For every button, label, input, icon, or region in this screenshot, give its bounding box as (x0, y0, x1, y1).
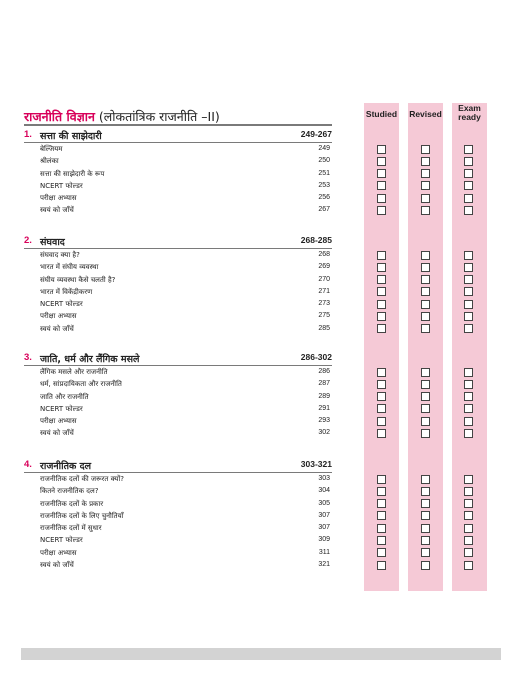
topic-label: NCERT फोल्डर (40, 536, 83, 545)
exam-ready-checkbox[interactable] (464, 368, 473, 377)
topic-label: श्रीलंका (40, 157, 59, 166)
studied-header: Studied (365, 109, 398, 119)
topic-page-number: 250 (318, 157, 330, 165)
revised-checkbox[interactable] (421, 287, 430, 296)
exam-ready-checkbox[interactable] (464, 380, 473, 389)
topic-page-number: 275 (318, 312, 330, 320)
topic-label: संघीय व्यवस्था कैसे चलती है? (40, 275, 116, 284)
exam-ready-header-line1: Exam (458, 103, 481, 113)
topic-page-number: 285 (318, 324, 330, 332)
revised-checkbox[interactable] (421, 263, 430, 272)
studied-checkbox[interactable] (377, 561, 386, 570)
section-number: 4. (24, 459, 32, 470)
topic-row (24, 155, 332, 167)
topic-label: कितने राजनीतिक दल? (40, 487, 99, 496)
exam-ready-checkbox[interactable] (464, 487, 473, 496)
studied-checkbox[interactable] (377, 499, 386, 508)
exam-ready-checkbox[interactable] (464, 263, 473, 272)
studied-checkbox[interactable] (377, 417, 386, 426)
exam-ready-checkbox[interactable] (464, 275, 473, 284)
section-title: राजनीतिक दल (40, 461, 92, 472)
revised-checkbox[interactable] (421, 536, 430, 545)
topic-label: परीक्षा अभ्यास (40, 194, 77, 203)
exam-ready-header (449, 104, 490, 122)
studied-checkbox[interactable] (377, 511, 386, 520)
studied-checkbox[interactable] (377, 536, 386, 545)
topic-label: स्वयं को जाँचें (40, 429, 74, 438)
section-page-range: 249-267 (300, 129, 332, 139)
exam-ready-checkbox[interactable] (464, 169, 473, 178)
exam-ready-checkbox[interactable] (464, 499, 473, 508)
topic-row (24, 286, 332, 298)
topic-row (24, 522, 332, 534)
page-title (24, 108, 220, 125)
exam-ready-header-line2: ready (458, 112, 481, 122)
revised-checkbox[interactable] (421, 169, 430, 178)
topic-row (24, 204, 332, 216)
exam-ready-checkbox[interactable] (464, 157, 473, 166)
topic-row (24, 498, 332, 510)
section-heading (24, 234, 332, 248)
topic-label: सत्ता की साझेदारी के रूप (40, 169, 105, 178)
page-title-main: राजनीति विज्ञान (24, 109, 95, 124)
topic-label: बेल्जियम (40, 145, 63, 153)
topic-label: राजनीतिक दलों के लिए चुनौतियाँ (40, 511, 124, 520)
topic-label: परीक्षा अभ्यास (40, 548, 77, 557)
revised-checkbox[interactable] (421, 561, 430, 570)
topic-label: राजनीतिक दलों की जरूरत क्यों? (40, 475, 124, 483)
topic-label: धर्म, सांप्रदायिकता और राजनीति (40, 380, 122, 389)
topic-row (24, 249, 332, 261)
topic-page-number: 293 (318, 417, 330, 425)
topic-label: NCERT फोल्डर (40, 404, 83, 413)
topic-page-number: 270 (318, 275, 330, 283)
topic-row (24, 559, 332, 571)
topic-page-number: 305 (318, 499, 330, 507)
revised-checkbox[interactable] (421, 392, 430, 401)
revised-checkbox[interactable] (421, 524, 430, 533)
exam-ready-checkbox[interactable] (464, 536, 473, 545)
topic-page-number: 249 (318, 145, 330, 152)
topic-page-number: 289 (318, 392, 330, 400)
topic-label: NCERT फोल्डर (40, 181, 83, 190)
revised-checkbox[interactable] (421, 499, 430, 508)
topic-page-number: 302 (318, 429, 330, 437)
studied-checkbox[interactable] (377, 475, 386, 484)
revised-checkbox[interactable] (421, 206, 430, 215)
studied-checkbox[interactable] (377, 251, 386, 260)
studied-checkbox[interactable] (377, 157, 386, 166)
topic-row (24, 473, 332, 485)
topic-row (24, 534, 332, 546)
topic-label: जाति और राजनीति (40, 392, 89, 401)
topic-page-number: 291 (318, 404, 330, 412)
topic-page-number: 287 (318, 380, 330, 388)
topic-label: स्वयं को जाँचें (40, 324, 74, 333)
revised-checkbox[interactable] (421, 300, 430, 309)
revised-checkbox[interactable] (421, 511, 430, 520)
exam-ready-checkbox[interactable] (464, 324, 473, 333)
topic-page-number: 273 (318, 300, 330, 308)
studied-checkbox[interactable] (377, 300, 386, 309)
exam-ready-checkbox[interactable] (464, 206, 473, 215)
exam-ready-checkbox[interactable] (464, 511, 473, 520)
topic-row (24, 485, 332, 497)
topic-page-number: 256 (318, 194, 330, 202)
studied-checkbox[interactable] (377, 287, 386, 296)
topic-page-number: 307 (318, 511, 330, 519)
topic-row (24, 274, 332, 286)
exam-ready-checkbox[interactable] (464, 145, 473, 154)
studied-checkbox[interactable] (377, 404, 386, 413)
topic-page-number: 321 (318, 561, 330, 569)
revised-checkbox[interactable] (421, 380, 430, 389)
footer-bar (21, 648, 501, 660)
studied-checkbox[interactable] (377, 206, 386, 215)
studied-checkbox[interactable] (377, 524, 386, 533)
topic-row (24, 192, 332, 204)
topic-row (24, 391, 332, 403)
page-title-sub: (लोकतांत्रिक राजनीति –II) (98, 109, 220, 124)
section-1 (24, 128, 332, 217)
exam-ready-checkbox[interactable] (464, 312, 473, 321)
topic-row (24, 366, 332, 378)
exam-ready-checkbox[interactable] (464, 561, 473, 570)
studied-checkbox[interactable] (377, 312, 386, 321)
section-heading (24, 128, 332, 142)
studied-checkbox[interactable] (377, 181, 386, 190)
exam-ready-checkbox[interactable] (464, 392, 473, 401)
exam-ready-checkbox[interactable] (464, 300, 473, 309)
section-number: 1. (24, 129, 32, 140)
topic-row (24, 403, 332, 415)
topic-row (24, 298, 332, 310)
topic-label: स्वयं को जाँचें (40, 561, 74, 570)
section-title: जाति, धर्म और लैंगिक मसले (40, 354, 140, 365)
revised-checkbox[interactable] (421, 312, 430, 321)
exam-ready-checkbox[interactable] (464, 475, 473, 484)
revised-checkbox[interactable] (421, 181, 430, 190)
section-page-range: 286-302 (300, 352, 332, 362)
topic-label: परीक्षा अभ्यास (40, 417, 77, 426)
section-title: सत्ता की साझेदारी (40, 131, 102, 142)
exam-ready-checkbox[interactable] (464, 429, 473, 438)
topic-label: परीक्षा अभ्यास (40, 312, 77, 321)
exam-ready-checkbox[interactable] (464, 548, 473, 557)
revised-checkbox[interactable] (421, 404, 430, 413)
studied-checkbox[interactable] (377, 548, 386, 557)
studied-checkbox[interactable] (377, 380, 386, 389)
exam-ready-checkbox[interactable] (464, 287, 473, 296)
topic-row (24, 168, 332, 180)
studied-checkbox[interactable] (377, 324, 386, 333)
topic-label: लैंगिक मसले और राजनीति (40, 368, 108, 376)
topic-page-number: 303 (318, 475, 330, 482)
studied-checkbox[interactable] (377, 145, 386, 154)
topic-row (24, 378, 332, 390)
topic-page-number: 307 (318, 524, 330, 532)
topic-row (24, 310, 332, 322)
section-number: 2. (24, 235, 32, 246)
revised-checkbox[interactable] (421, 157, 430, 166)
topic-row (24, 180, 332, 192)
studied-checkbox[interactable] (377, 275, 386, 284)
revised-checkbox[interactable] (421, 275, 430, 284)
topic-row (24, 415, 332, 427)
revised-checkbox[interactable] (421, 324, 430, 333)
topic-page-number: 311 (318, 548, 330, 556)
studied-checkbox[interactable] (377, 263, 386, 272)
section-page-range: 268-285 (300, 235, 332, 245)
topic-page-number: 251 (318, 169, 330, 177)
topic-label: भारत में विकेंद्रीकरण (40, 287, 93, 296)
revised-checkbox[interactable] (421, 475, 430, 484)
title-rule (24, 124, 332, 126)
revised-checkbox[interactable] (421, 194, 430, 203)
topic-label: राजनीतिक दलों के प्रकार (40, 499, 104, 508)
topic-page-number: 309 (318, 536, 330, 544)
studied-checkbox[interactable] (377, 487, 386, 496)
studied-checkbox[interactable] (377, 429, 386, 438)
topic-page-number: 253 (318, 181, 330, 189)
topic-row (24, 510, 332, 522)
topic-row (24, 143, 332, 155)
topic-label: राजनीतिक दलों में सुधार (40, 524, 102, 533)
topic-row (24, 323, 332, 335)
exam-ready-checkbox[interactable] (464, 194, 473, 203)
revised-checkbox[interactable] (421, 417, 430, 426)
exam-ready-checkbox[interactable] (464, 251, 473, 260)
section-2 (24, 234, 332, 335)
topic-row (24, 261, 332, 273)
topic-page-number: 286 (318, 368, 330, 375)
revised-checkbox[interactable] (421, 251, 430, 260)
section-page-range: 303-321 (300, 459, 332, 469)
exam-ready-checkbox[interactable] (464, 181, 473, 190)
section-3 (24, 351, 332, 440)
revised-checkbox[interactable] (421, 429, 430, 438)
studied-checkbox[interactable] (377, 169, 386, 178)
studied-checkbox[interactable] (377, 194, 386, 203)
topic-row (24, 547, 332, 559)
section-number: 3. (24, 352, 32, 363)
revised-header: Revised (409, 109, 442, 119)
topic-row (24, 427, 332, 439)
revised-checkbox[interactable] (421, 145, 430, 154)
topic-page-number: 271 (318, 287, 330, 295)
topic-label: भारत में संघीय व्यवस्था (40, 263, 99, 272)
topic-label: संघवाद क्या है? (40, 251, 80, 259)
exam-ready-checkbox[interactable] (464, 524, 473, 533)
topic-page-number: 304 (318, 487, 330, 495)
section-title: संघवाद (40, 237, 65, 248)
section-heading (24, 351, 332, 365)
topic-page-number: 269 (318, 263, 330, 271)
section-heading (24, 458, 332, 472)
revised-checkbox[interactable] (421, 487, 430, 496)
section-4 (24, 458, 332, 571)
exam-ready-checkbox[interactable] (464, 417, 473, 426)
topic-page-number: 268 (318, 251, 330, 258)
revised-checkbox[interactable] (421, 548, 430, 557)
topic-label: NCERT फोल्डर (40, 300, 83, 309)
exam-ready-checkbox[interactable] (464, 404, 473, 413)
studied-checkbox[interactable] (377, 392, 386, 401)
revised-checkbox[interactable] (421, 368, 430, 377)
topic-page-number: 267 (318, 206, 330, 214)
topic-label: स्वयं को जाँचें (40, 206, 74, 215)
studied-checkbox[interactable] (377, 368, 386, 377)
